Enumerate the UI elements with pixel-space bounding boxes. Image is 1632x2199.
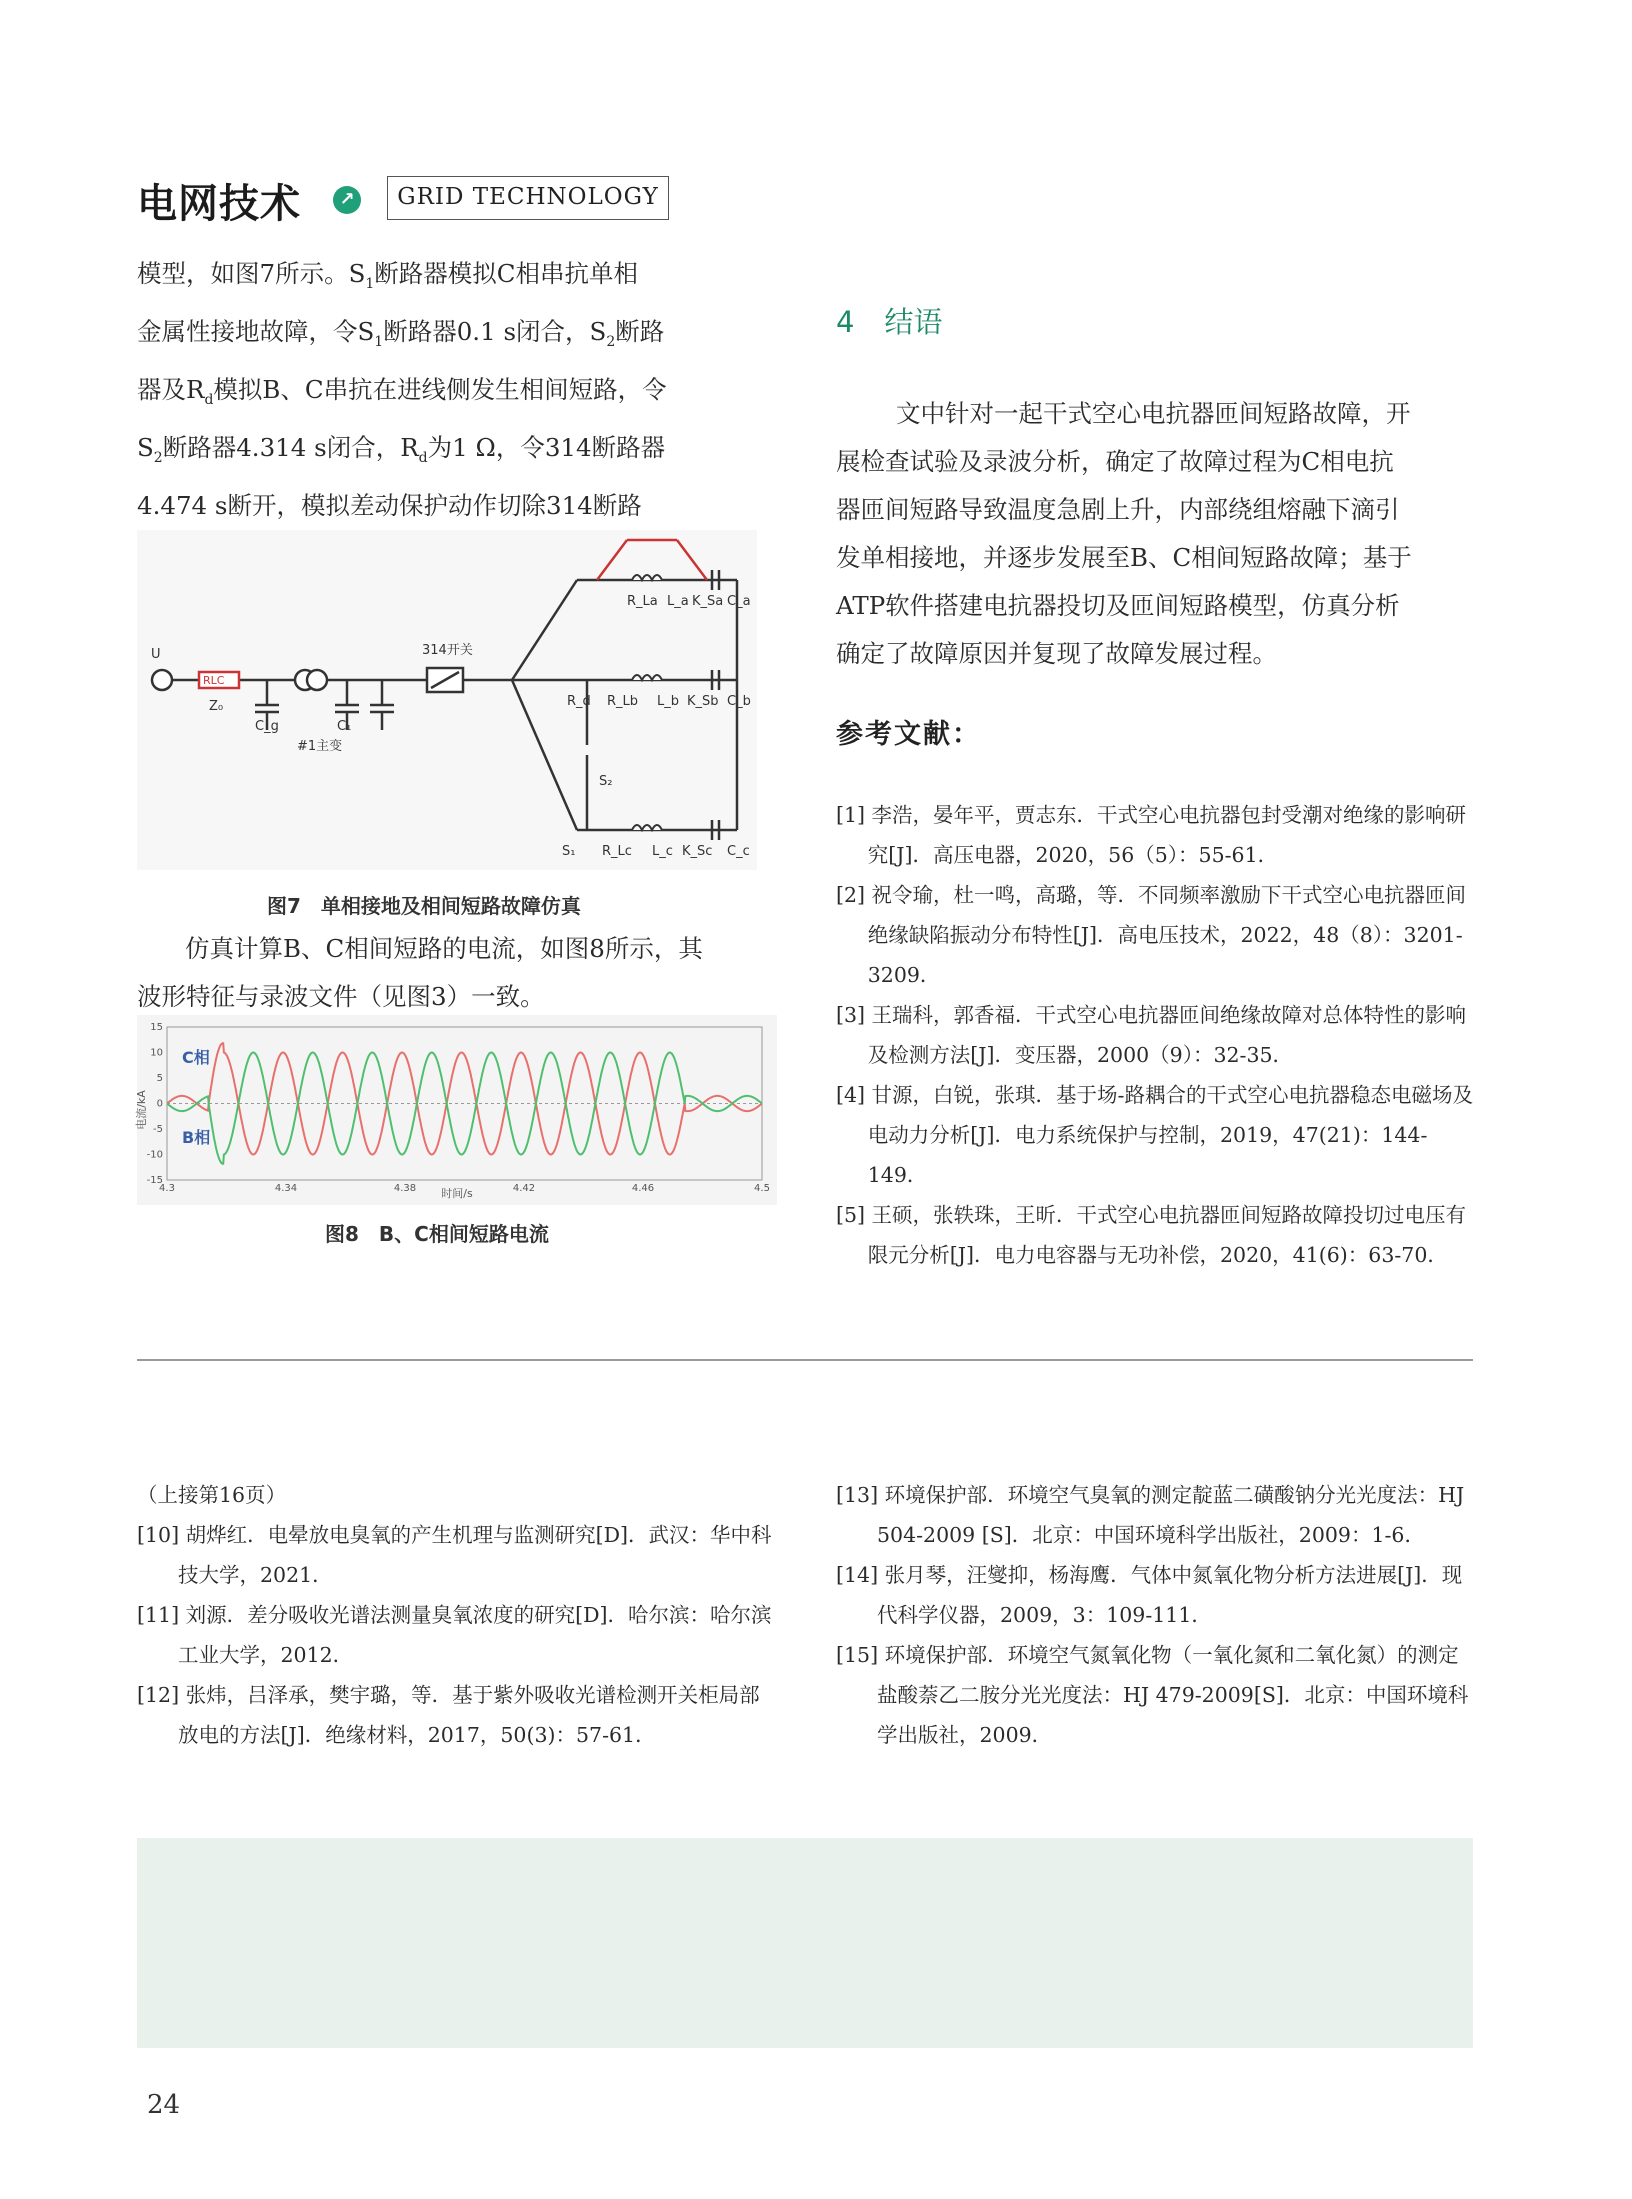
- reference-item: [15] 环境保护部．环境空气氮氧化物（一氧化氮和二氧化氮）的测定盐酸萘乙二胺分光光度法：HJ 479-2009[S]．北京：中国环境科学出版社，2009．: [836, 1643, 1469, 1747]
- label-cc: C_c: [727, 844, 750, 859]
- section-heading: [836, 300, 942, 341]
- label-s1: S₁: [562, 844, 576, 859]
- label-lb: L_b: [657, 694, 679, 709]
- chart-xtick: 4.46: [631, 1183, 655, 1194]
- reference-item: [10] 胡烨红．电晕放电臭氧的产生机理与监测研究[D]．武汉：华中科技大学，2021．: [137, 1523, 772, 1587]
- label-rlc: RLC: [203, 674, 225, 687]
- chart-ytick: 15: [150, 1022, 163, 1033]
- continued-note: （上接第16页）: [137, 1483, 287, 1507]
- figure7-circuit: [137, 530, 757, 870]
- chart-annotation-b: B相: [182, 1128, 211, 1147]
- para2-line: 波形特征与录波文件（见图3）一致。: [137, 982, 545, 1011]
- chart-ytick: -15: [146, 1175, 163, 1186]
- para1-line: 模型，如图7所示。$S_1$断路器模拟C相串抗单相: [137, 259, 639, 292]
- conclusion-line: 文中针对一起干式空心电抗器匝间短路故障，开: [896, 399, 1411, 428]
- section-number: 4: [836, 305, 855, 339]
- chart-annotation-c: C相: [182, 1048, 210, 1067]
- chart-ytick: -10: [146, 1149, 163, 1161]
- references-heading: 参考文献：: [836, 719, 981, 750]
- chart-ytick: -5: [153, 1124, 163, 1135]
- conclusion-line: 器匝间短路导致温度急剧上升，内部绕组熔融下滴引: [836, 495, 1400, 524]
- page-number: 24: [147, 2090, 181, 2120]
- label-ksc: K_Sc: [682, 844, 713, 859]
- label-cg: C_g: [255, 719, 279, 734]
- reference-item: [3] 王瑞科，郭香福．干式空心电抗器匝间绝缘故障对总体特性的影响及检测方法[J]．变压器，2000（9）：32-35．: [836, 1003, 1467, 1067]
- label-la: L_a: [667, 594, 689, 609]
- reference-item: [13] 环境保护部．环境空气臭氧的测定靛蓝二磺酸钠分光光度法：HJ 504-2009 [S]．北京：中国环境科学出版社，2009：1-6．: [836, 1483, 1465, 1547]
- label-source: U: [151, 647, 161, 662]
- label-cb: C_b: [727, 694, 751, 709]
- figure8-caption: 图8 B、C相间短路电流: [325, 1222, 549, 1246]
- chart-xtick: 4.34: [274, 1183, 298, 1194]
- references-list: [836, 795, 1473, 1275]
- para2-line: 仿真计算B、C相间短路的电流，如图8所示，其: [185, 934, 703, 963]
- reference-item: [1] 李浩，晏年平，贾志东．干式空心电抗器包封受潮对绝缘的影响研究[J]．高压电器，2020，56（5）：55-61．: [836, 803, 1467, 867]
- label-ksb: K_Sb: [687, 694, 719, 709]
- chart-xtick: 4.3: [159, 1183, 175, 1194]
- conclusion-line: 确定了故障原因并复现了故障发展过程。: [836, 639, 1277, 668]
- label-lc: L_c: [652, 844, 673, 859]
- figure8-chart: [137, 1015, 777, 1205]
- conclusion-paragraph: [836, 390, 1473, 678]
- reference-item: [11] 刘源．差分吸收光谱法测量臭氧浓度的研究[D]．哈尔滨：哈尔滨工业大学，2012．: [137, 1603, 772, 1667]
- chart-ytick: 5: [156, 1073, 163, 1084]
- label-switch: 314开关: [422, 643, 473, 658]
- chart-ytick: 0: [156, 1098, 163, 1110]
- label-ksa: K_Sa: [692, 594, 724, 609]
- label-rd: R_d: [567, 694, 591, 709]
- chart-ylabel: 电流/kA: [135, 1090, 148, 1130]
- chart-ytick: 10: [150, 1047, 163, 1059]
- para1-line: 器及$R_d$模拟B、C串抗在进线侧发生相间短路，令: [137, 374, 667, 408]
- green-panel: [137, 1838, 1473, 2048]
- conclusion-line: 发单相接地，并逐步发展至B、C相间短路故障；基于: [836, 543, 1412, 572]
- left-paragraph-1: [137, 250, 777, 578]
- chart-xtick: 4.42: [512, 1183, 536, 1194]
- figure7-caption: 图7 单相接地及相间短路故障仿真: [267, 894, 581, 918]
- reference-item: [5] 王硕，张轶珠，王昕．干式空心电抗器匝间短路故障投切过电压有限元分析[J]．电力电容器与无功补偿，2020，41(6)：63-70．: [836, 1203, 1467, 1267]
- reference-item: [4] 甘源，白锐，张琪．基于场-路耦合的干式空心电抗器稳态电磁场及电动力分析[J]．电力系统保护与控制，2019，47(21)：144-149．: [836, 1083, 1473, 1187]
- para1-line: $S_2$断路器4.314 s闭合，$R_d$为1 Ω，令314断路器: [137, 432, 666, 466]
- section-divider: [137, 1359, 1473, 1361]
- chart-xtick: 4.5: [754, 1183, 770, 1194]
- conclusion-line: 展检查试验及录波分析，确定了故障过程为C相电抗: [836, 447, 1394, 476]
- label-za: Z₀: [209, 699, 224, 714]
- chart-xlabel: 时间/s: [441, 1187, 473, 1200]
- reference-item: [12] 张炜，吕泽承，樊宇璐，等．基于紫外吸收光谱检测开关柜局部放电的方法[J]．绝缘材料，2017，50(3)：57-61．: [137, 1683, 760, 1747]
- lower-right-refs: [836, 1475, 1473, 1755]
- label-s2: S₂: [599, 774, 613, 789]
- journal-title: 电网技术: [137, 181, 301, 227]
- label-ca: C_a: [727, 594, 751, 609]
- journal-english-title: GRID TECHNOLOGY: [387, 176, 669, 220]
- conclusion-line: ATP软件搭建电抗器投切及匝间短路模型，仿真分析: [836, 591, 1400, 620]
- label-rlc2: R_Lc: [602, 844, 632, 859]
- reference-item: [2] 祝令瑜，杜一鸣，高璐，等．不同频率激励下干式空心电抗器匝间绝缘缺陷振动分布特性[J]．高电压技术，2022，48（8）：3201-3209．: [836, 883, 1467, 987]
- label-rlb: R_Lb: [607, 694, 639, 709]
- para1-line: 金属性接地故障，令$S_1$断路器0.1 s闭合，$S_2$断路: [137, 316, 665, 350]
- chart-xtick: 4.38: [393, 1183, 417, 1194]
- label-rla: R_La: [627, 594, 658, 609]
- lower-left-refs: [137, 1475, 777, 1755]
- left-paragraph-2: [137, 925, 777, 1021]
- label-c1: C₁: [337, 719, 352, 734]
- section-title: 结语: [884, 305, 943, 339]
- label-transformer: #1主变: [297, 739, 343, 754]
- para1-line: 4.474 s断开，模拟差动保护动作切除314断路: [137, 490, 642, 520]
- reference-item: [14] 张月琴，汪燮抑，杨海鹰．气体中氮氧化物分析方法进展[J]．现代科学仪器，2009，3：109-111．: [836, 1563, 1463, 1627]
- arrow-circle-icon: ↗: [333, 186, 361, 214]
